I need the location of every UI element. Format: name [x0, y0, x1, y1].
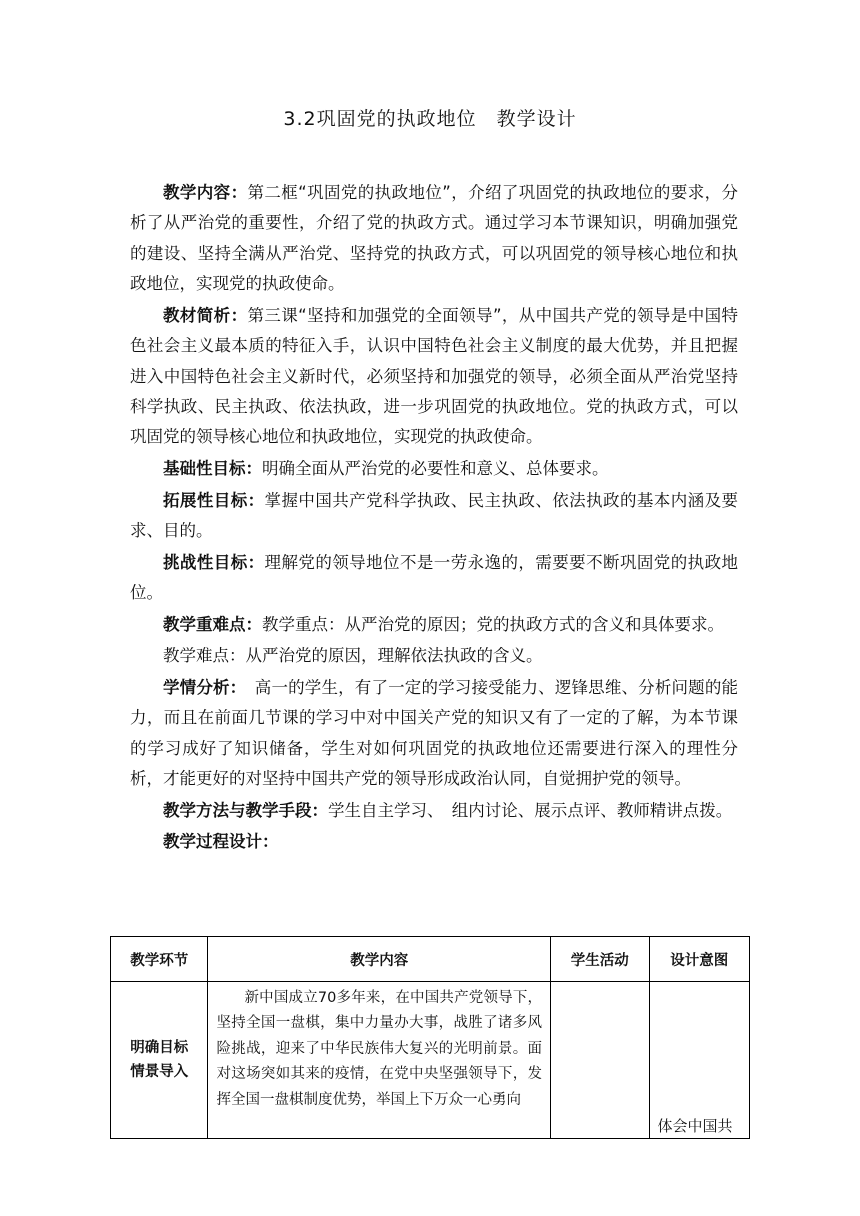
- document-body: [130, 178, 738, 859]
- section-label: 基础性目标：: [163, 459, 262, 479]
- section-text: 教学难点：从严治党的原因，理解依法执政的含义。: [163, 646, 543, 666]
- section-text: 教学重点：从严治党的原因；党的执政方式的含义和具体要求。: [262, 614, 724, 634]
- column-header: 教学内容: [208, 937, 551, 982]
- section-text: 理解党的领导地位不是一劳永逸的，需要要不断巩固党的执政地位。: [130, 552, 739, 603]
- table-row: [111, 982, 750, 1139]
- column-header: 设计意图: [649, 937, 750, 982]
- paragraph-process: [130, 827, 738, 857]
- section-text: 明确全面从严治党的必要性和意义、总体要求。: [262, 459, 609, 479]
- section-text: 第二框“巩固党的执政地位”，介绍了巩固党的执政地位的要求，分析了从严治党的重要性，介绍了党的执政方式。通过学习本节课知识，明确加强党的建设、坚持全满从严治党、坚持党的执政方式，可以巩固党的领导核心地位和执政地位，实现党的执政使命。: [130, 183, 739, 294]
- column-header: 学生活动: [551, 937, 649, 982]
- intent-cell: 体会中国共: [649, 982, 750, 1139]
- section-label: 学情分析：: [163, 677, 239, 697]
- activity-cell: [551, 982, 649, 1139]
- paragraph-methods: [130, 796, 738, 826]
- section-text: 学生自主学习、 组内讨论、展示点评、教师精讲点拨。: [328, 800, 733, 820]
- stage-line: 明确目标: [130, 1040, 189, 1056]
- section-label: 教材简析：: [163, 305, 248, 325]
- paragraph-basic-goal: [130, 454, 738, 484]
- process-table: [110, 936, 750, 1139]
- section-label: 教学重难点：: [163, 614, 262, 634]
- paragraph-key-points: [130, 610, 738, 640]
- paragraph-difficulty: [130, 641, 738, 671]
- section-label: 教学内容：: [163, 183, 248, 202]
- section-text: 掌握中国共产党科学执政、民主执政、依法执政的基本内涵及要求、目的。: [130, 490, 739, 541]
- section-label: 教学方法与教学手段：: [163, 800, 328, 820]
- section-text: 第三课“坚持和加强党的全面领导”，从中国共产党的领导是中国特色社会主义最本质的特征入手，认识中国特色社会主义制度的最大优势，并且把握进入中国特色社会主义新时代，必须坚持和加强党的领导，必须全面从严治党坚持科学执政、民主执政、依法执政，进一步巩固党的执政地位。党的执政方式，可以巩固党的领导核心地位和执政地位，实现党的执政使命。: [130, 305, 739, 447]
- stage-line: 情景导入: [130, 1064, 189, 1080]
- paragraph-extended-goal: [130, 486, 738, 547]
- section-label: 挑战性目标：: [163, 552, 265, 572]
- paragraph-material-analysis: [130, 301, 738, 453]
- content-cell: 新中国成立70多年来，在中国共产党领导下，坚持全国一盘棋，集中力量办大事，战胜了诸多风险挑战，迎来了中华民族伟大复兴的光明前景。面对这场突如其来的疫情，在党中央坚强领导下，发挥全国一盘棋制度优势，举国上下万众一心勇向: [208, 982, 551, 1139]
- table-header-row: [111, 937, 750, 982]
- stage-cell: [111, 982, 208, 1139]
- paragraph-learner-analysis: [130, 673, 738, 795]
- section-label: 拓展性目标：: [163, 490, 265, 510]
- paragraph-challenge-goal: [130, 548, 738, 609]
- document-title: 3.2巩固党的执政地位 教学设计: [283, 108, 577, 130]
- paragraph-teaching-content: [130, 178, 738, 300]
- section-label: 教学过程设计：: [163, 832, 279, 852]
- section-text: 高一的学生，有了一定的学习接受能力、逻锋思维、分析问题的能力，而且在前面几节课的学习中对中国关产党的知识又有了一定的了解，为本节课的学习成好了知识储备，学生对如何巩固党的执政地位还需要进行深入的理性分析，才能更好的对坚持中国共产党的领导形成政治认同，自觉拥护党的领导。: [130, 677, 739, 789]
- column-header: 教学环节: [111, 937, 208, 982]
